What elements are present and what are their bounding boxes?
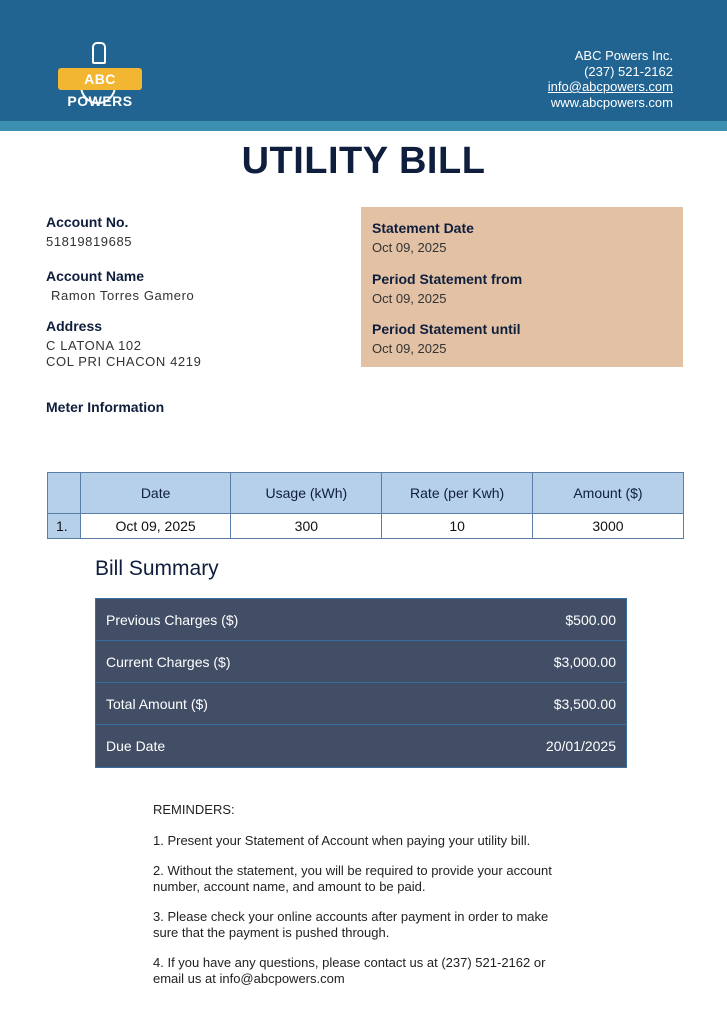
meter-info-label: Meter Information (46, 399, 165, 415)
table-row (48, 514, 684, 539)
address-label: Address (46, 318, 103, 334)
account-name-field (46, 268, 194, 304)
period-until (372, 321, 521, 356)
period-from-label: Period Statement from (372, 271, 523, 287)
usage-table (47, 472, 684, 539)
header-amount: Amount ($) (532, 473, 683, 514)
header-rate: Rate (per Kwh) (382, 473, 533, 514)
row-date: Oct 09, 2025 (80, 514, 231, 539)
reminders-heading: REMINDERS: (153, 802, 235, 817)
statement-date (372, 220, 474, 255)
usage-table-header-row (48, 473, 684, 514)
row-index: 1. (48, 514, 81, 539)
summary-value: 20/01/2025 (545, 738, 616, 754)
header-usage: Usage (kWh) (231, 473, 382, 514)
account-number-label: Account No. (46, 214, 129, 230)
period-from-value: Oct 09, 2025 (372, 291, 447, 306)
reminders-section (153, 802, 573, 1001)
statement-date-value: Oct 09, 2025 (372, 240, 447, 255)
company-website[interactable]: www.abcpowers.com (550, 94, 673, 110)
period-until-value: Oct 09, 2025 (372, 341, 447, 356)
period-until-label: Period Statement until (372, 321, 521, 337)
header-date: Date (80, 473, 231, 514)
account-name-value: Ramon Torres Gamero (51, 288, 195, 303)
lightbulb-icon (92, 42, 106, 64)
header-banner (0, 0, 727, 121)
company-email-link[interactable]: info@abcpowers.com (547, 79, 673, 94)
summary-row-previous (96, 599, 626, 641)
summary-label: Due Date (106, 738, 166, 754)
account-number-field (46, 214, 132, 250)
summary-value: $3,500.00 (553, 695, 616, 712)
account-number-value: 51819819685 (46, 234, 133, 249)
row-amount: 3000 (532, 514, 683, 539)
summary-label: Previous Charges ($) (106, 611, 239, 628)
summary-value: $3,000.00 (553, 653, 616, 670)
page-title: UTILITY BILL (241, 140, 486, 182)
summary-label: Total Amount ($) (106, 695, 208, 712)
summary-row-due-date (96, 725, 626, 767)
company-name: ABC Powers Inc. (574, 48, 673, 63)
summary-value: $500.00 (565, 611, 616, 628)
account-name-label: Account Name (46, 268, 145, 284)
reminder-item: 2. Without the statement, you will be required to provide your account number, account name, and amount to be paid. (153, 863, 552, 894)
reminder-item: 1. Present your Statement of Account when paying your utility bill. (153, 833, 531, 848)
address-line2: COL PRI CHACON 4219 (46, 354, 202, 369)
reminder-item: 3. Please check your online accounts after payment in order to make sure that the payment is pushed through. (153, 909, 549, 940)
statement-date-label: Statement Date (372, 220, 474, 236)
bill-summary-table (95, 598, 627, 768)
summary-row-total (96, 683, 626, 725)
summary-row-current (96, 641, 626, 683)
address-line1: C LATONA 102 (46, 338, 142, 353)
company-phone: (237) 521-2162 (584, 63, 673, 79)
logo-text: ABC POWERS (58, 68, 142, 90)
summary-label: Current Charges ($) (106, 653, 231, 670)
meter-info-field (46, 399, 164, 419)
header-accent-band (0, 121, 727, 131)
bill-summary-title: Bill Summary (95, 557, 219, 580)
row-rate: 10 (382, 514, 533, 539)
reminder-item: 4. If you have any questions, please contact us at (237) 521-2162 or email us at info@abcpowers.com (153, 955, 546, 986)
company-contact (548, 48, 673, 110)
statement-dates-box (361, 207, 683, 367)
address-field (46, 318, 201, 370)
company-logo (58, 40, 148, 115)
header-index (48, 473, 81, 514)
row-usage: 300 (231, 514, 382, 539)
period-from (372, 271, 522, 306)
